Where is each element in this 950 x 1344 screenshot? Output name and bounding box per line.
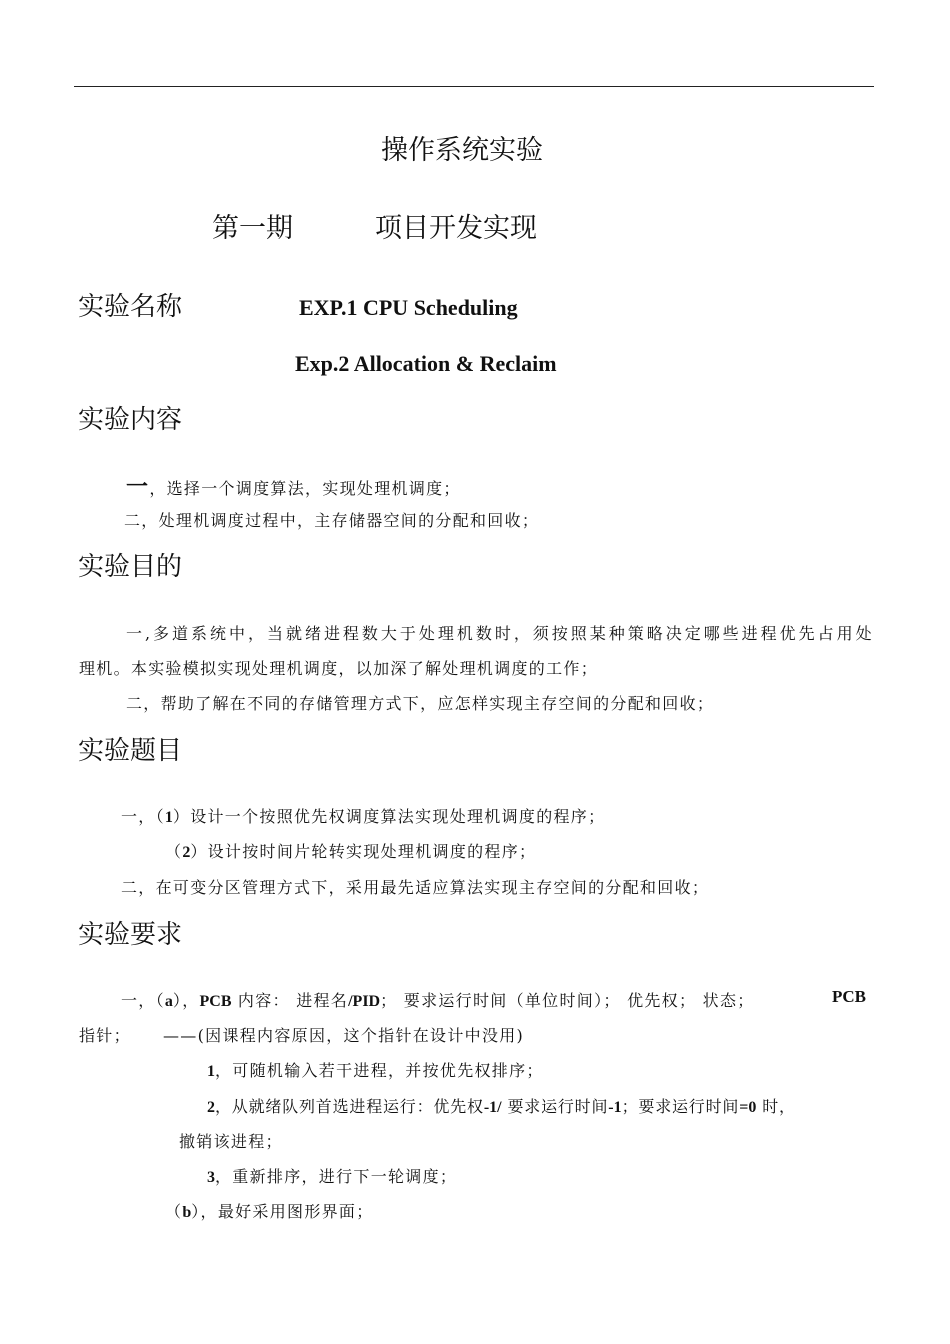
purpose-item-1-continued: 理机。本实验模拟实现处理机调度，以加深了解处理机调度的工作；: [79, 659, 599, 678]
requirement-a: [121, 988, 755, 1011]
step-3-text: ，重新排序，进行下一轮调度；: [215, 1167, 458, 1186]
requirement-step-1: [207, 1058, 544, 1081]
requirement-step-2-continued: 撤销该进程；: [179, 1132, 283, 1151]
step-2-text-a: ，从就绪队列首选进程运行：优先权: [215, 1097, 484, 1116]
section-heading-purpose: 实验目的: [78, 552, 183, 582]
content-item-1-marker: 一: [126, 474, 150, 500]
section-heading-requirements: 实验要求: [78, 920, 183, 950]
step-1-number: 1: [207, 1063, 215, 1080]
requirement-a-pcb: PCB: [199, 993, 232, 1010]
section-heading-topic: 实验题目: [78, 736, 183, 766]
exp1-title: EXP.1 CPU Scheduling: [299, 295, 518, 320]
requirement-a-sep: ），: [172, 991, 200, 1010]
topic-item-1-text: ）设计一个按照优先权调度算法实现处理机调度的程序；: [172, 807, 606, 826]
requirement-a-line2-label: 指针；: [79, 1026, 131, 1045]
period-label: 第一期: [212, 213, 293, 244]
requirement-b: [165, 1199, 374, 1222]
purpose-item-1: 一,多道系统中，当就绪进程数大于处理机数时，须按照某种策略决定哪些进程优先占用处: [126, 624, 872, 643]
step-1-text: ，可随机输入若干进程，并按优先权排序；: [215, 1061, 544, 1080]
step-2-time-dec: -1: [608, 1099, 622, 1116]
topic-item-3: 二，在可变分区管理方式下，采用最先适应算法实现主存空间的分配和回收；: [121, 878, 710, 897]
step-2-text-g: 时，: [756, 1097, 796, 1116]
section-heading-name: 实验名称: [78, 292, 183, 322]
step-2-zero: =0: [739, 1099, 757, 1116]
document-title: 操作系统实验: [381, 135, 543, 166]
requirement-a-note: ——(因课程内容原因，这个指针在设计中没用): [163, 1026, 525, 1045]
topic-item-1-prefix: 一，（: [121, 807, 165, 826]
requirement-b-prefix: （: [165, 1202, 183, 1221]
requirement-a-pcb-pointer: PCB: [832, 987, 866, 1006]
topic-item-1-number: 1: [164, 809, 173, 826]
requirement-a-prefix: 一，（: [121, 991, 165, 1010]
content-item-1: [126, 470, 461, 501]
exp2-title: Exp.2 Allocation & Reclaim: [295, 351, 557, 376]
topic-item-2: [165, 839, 536, 862]
section-heading-content: 实验内容: [78, 405, 183, 435]
requirement-a-content: 内容： 进程名: [231, 991, 349, 1010]
step-2-text-e: ；要求运行时间: [621, 1097, 740, 1116]
requirement-a-fields: ； 要求运行时间（单位时间）； 优先权； 状态；: [380, 991, 755, 1010]
topic-item-2-text: ）设计按时间片轮转实现处理机调度的程序；: [190, 842, 537, 861]
requirement-b-letter: b: [182, 1204, 192, 1221]
step-3-number: 3: [207, 1169, 215, 1186]
content-item-1-text: ，选择一个调度算法，实现处理机调度；: [149, 479, 461, 498]
topic-item-1: [121, 804, 605, 827]
project-subtitle: 项目开发实现: [375, 213, 537, 244]
requirement-b-text: ），最好采用图形界面；: [191, 1202, 374, 1221]
requirement-a-pid: /PID: [348, 993, 381, 1010]
topic-item-2-number: 2: [182, 844, 191, 861]
topic-item-2-prefix: （: [165, 842, 183, 861]
requirement-step-3: [207, 1164, 457, 1187]
top-rule: [74, 86, 874, 87]
content-item-2: 二，处理机调度过程中，主存储器空间的分配和回收；: [124, 511, 540, 530]
step-2-text-c: 要求运行时间: [501, 1097, 609, 1116]
requirement-step-2: [207, 1094, 796, 1117]
requirement-a-letter: a: [164, 993, 173, 1010]
step-2-priority-dec: -1/: [483, 1099, 502, 1116]
step-2-number: 2: [207, 1099, 215, 1116]
purpose-item-2: 二，帮助了解在不同的存储管理方式下，应怎样实现主存空间的分配和回收；: [126, 694, 715, 713]
